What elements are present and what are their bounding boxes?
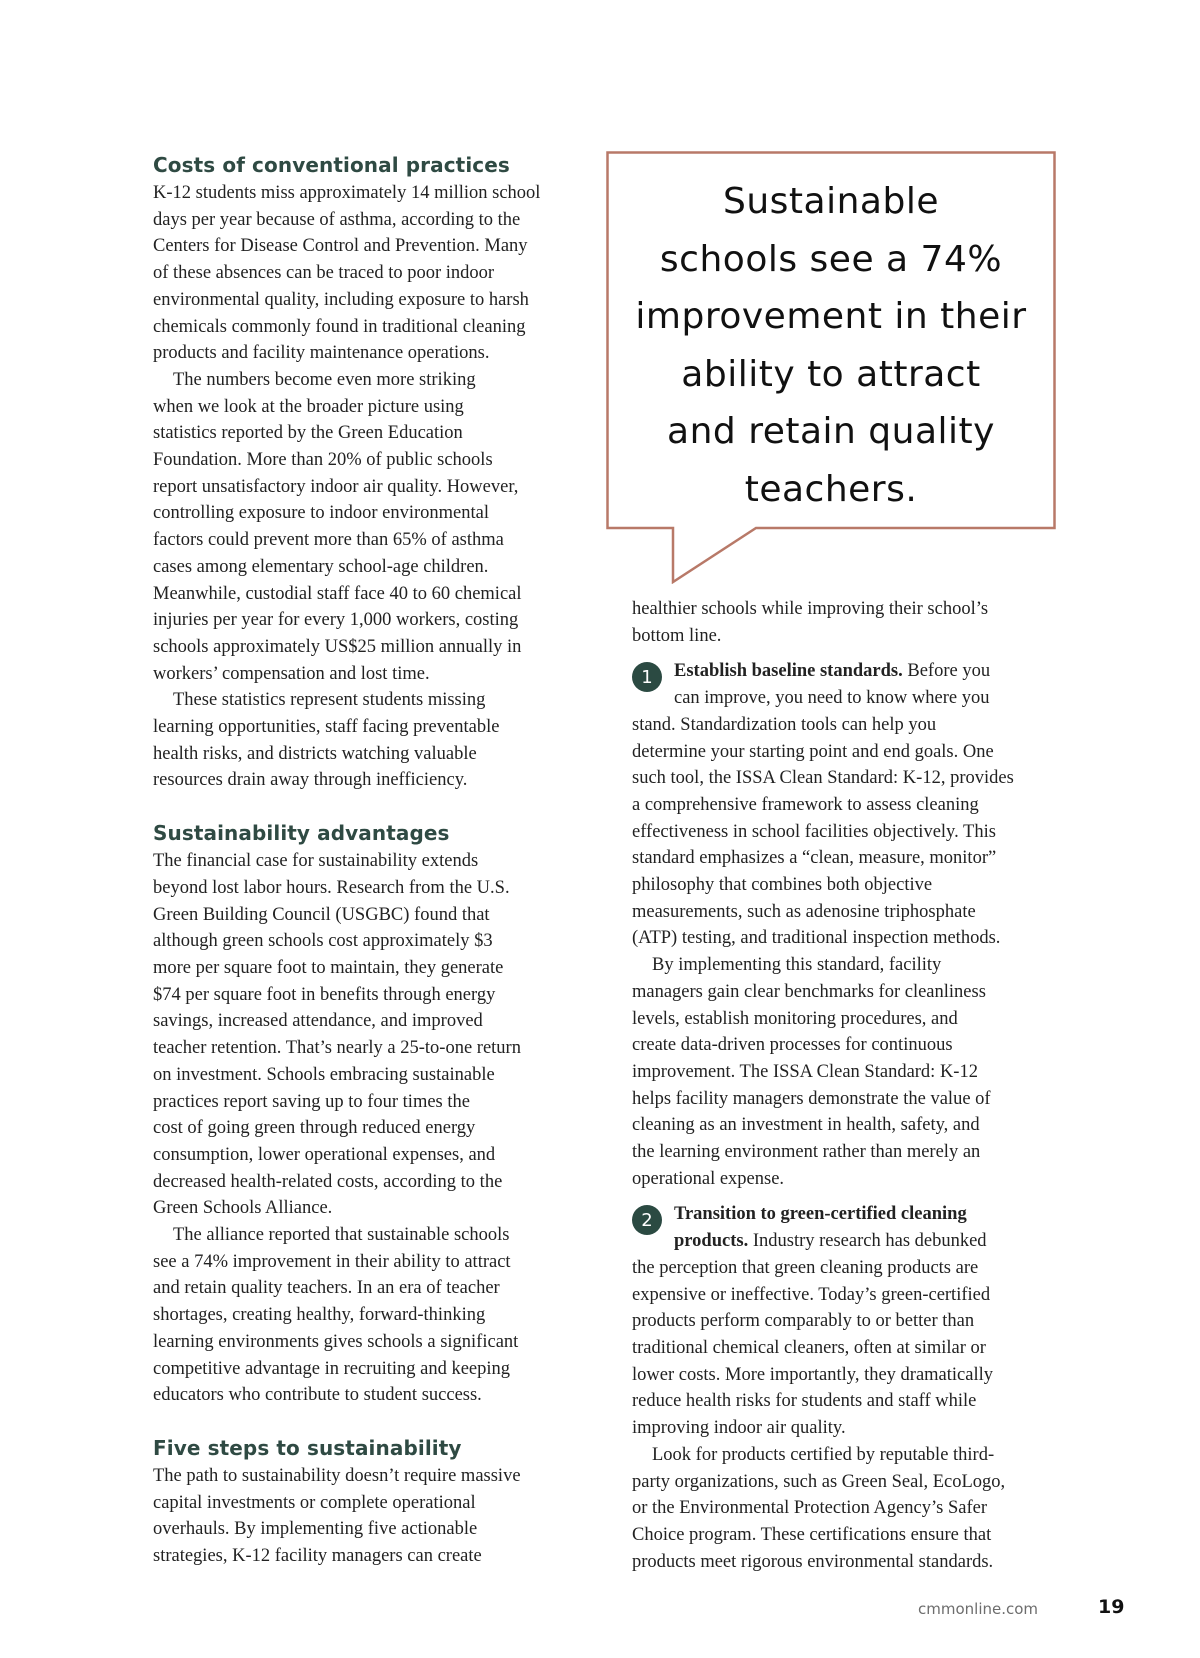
text-line: Green Schools Alliance. xyxy=(153,1198,333,1219)
text-line: the learning environment rather than merely an xyxy=(632,1142,981,1163)
text-line: teacher retention. That’s nearly a 25-to-one return xyxy=(153,1038,521,1059)
text-span: Before you xyxy=(902,661,991,682)
text-line: The path to sustainability doesn’t require massive xyxy=(153,1465,521,1486)
text-line: improvement. The ISSA Clean Standard: K-12 xyxy=(632,1061,978,1082)
section-heading-costs: Costs of conventional practices xyxy=(153,153,510,177)
text-line: bottom line. xyxy=(632,625,722,646)
text-line xyxy=(632,1228,1062,1255)
text-line: standard emphasizes a “clean, measure, monitor” xyxy=(632,848,997,869)
text-line: report unsatisfactory indoor air quality. However, xyxy=(153,476,519,497)
text-line: resources drain away through inefficiency. xyxy=(153,770,468,791)
text-line: determine your starting point and end goals. One xyxy=(632,741,994,762)
text-line: or the Environmental Protection Agency’s Safer xyxy=(632,1498,988,1519)
text-line: factors could prevent more than 65% of asthma xyxy=(153,530,504,551)
text-line: controlling exposure to indoor environmental xyxy=(153,503,490,524)
text-line: practices report saving up to four times the xyxy=(153,1091,470,1112)
text-line: savings, increased attendance, and improved xyxy=(153,1011,483,1032)
text-line: K-12 students miss approximately 14 million school xyxy=(153,183,541,203)
section-body-costs xyxy=(153,180,573,794)
text-line: although green schools cost approximately $3 xyxy=(153,931,493,952)
text-line: lower costs. More importantly, they dramatically xyxy=(632,1364,993,1385)
text-line: products perform comparably to or better than xyxy=(632,1311,975,1332)
text-line: days per year because of asthma, according to the xyxy=(153,209,521,230)
pull-quote-line: and retain quality xyxy=(667,411,995,452)
text-line: environmental quality, including exposure to harsh xyxy=(153,289,529,310)
text-line: Foundation. More than 20% of public schools xyxy=(153,450,493,471)
text-line: a comprehensive framework to assess cleaning xyxy=(632,794,979,815)
text-line: traditional chemical cleaners, often at similar or xyxy=(632,1337,986,1358)
text-line: $74 per square foot in benefits through energy xyxy=(153,984,496,1005)
text-line: and retain quality teachers. In an era of teacher xyxy=(153,1278,500,1299)
text-line: shortages, creating healthy, forward-thinking xyxy=(153,1305,486,1326)
page-number: 19 xyxy=(1098,1596,1125,1618)
text-line: healthier schools while improving their school’s xyxy=(632,599,989,619)
text-line: managers gain clear benchmarks for cleanliness xyxy=(632,981,986,1002)
step-title: products. xyxy=(674,1231,749,1252)
text-line: on investment. Schools embracing sustainable xyxy=(153,1064,495,1085)
text-line: can improve, you need to know where you xyxy=(674,688,990,709)
text-line: The numbers become even more striking xyxy=(173,369,476,390)
step-number-badge: 2 xyxy=(632,1205,662,1235)
text-line: By implementing this standard, facility xyxy=(652,955,942,976)
section-body-five-steps xyxy=(153,1463,573,1570)
pull-quote-line: Sustainable xyxy=(723,181,939,222)
text-line: Green Building Council (USGBC) found that xyxy=(153,904,490,925)
text-line: decreased health-related costs, according to the xyxy=(153,1171,503,1192)
step-title: Transition to green-certified cleaning xyxy=(674,1204,967,1225)
pull-quote-line: ability to attract xyxy=(681,353,981,395)
pull-quote-text xyxy=(616,173,1046,518)
text-line: when we look at the broader picture using xyxy=(153,396,464,417)
section-heading-five-steps: Five steps to sustainability xyxy=(153,1435,462,1460)
text-line: expensive or ineffective. Today’s green-certified xyxy=(632,1284,991,1305)
text-line: schools approximately US$25 million annually in xyxy=(153,636,522,657)
text-line: products meet rigorous environmental standards. xyxy=(632,1551,994,1572)
pull-quote-callout xyxy=(606,151,1056,584)
text-line: stand. Standardization tools can help you xyxy=(632,714,937,735)
text-line: Meanwhile, custodial staff face 40 to 60 chemical xyxy=(153,583,522,604)
text-line: strategies, K-12 facility managers can create xyxy=(153,1546,482,1567)
text-line: create data-driven processes for continuous xyxy=(632,1035,953,1056)
text-line: chemicals commonly found in traditional cleaning xyxy=(153,316,526,337)
text-line: Centers for Disease Control and Prevention. Many xyxy=(153,236,528,257)
text-line: reduce health risks for students and staff while xyxy=(632,1391,977,1412)
text-line: Look for products certified by reputable third- xyxy=(652,1444,995,1465)
pull-quote-line: schools see a 74% xyxy=(659,238,1003,280)
text-line: improving indoor air quality. xyxy=(632,1418,846,1439)
text-line: Choice program. These certifications ensure that xyxy=(632,1524,992,1545)
text-line: overhauls. By implementing five actionable xyxy=(153,1519,478,1540)
text-span: Industry research has debunked xyxy=(748,1231,987,1252)
text-line: operational expense. xyxy=(632,1168,785,1189)
pull-quote-line: improvement in their xyxy=(635,296,1027,337)
text-line xyxy=(632,658,1062,685)
text-line: These statistics represent students missing xyxy=(173,690,486,711)
text-line: The alliance reported that sustainable schools xyxy=(173,1225,510,1246)
text-line: measurements, such as adenosine triphosphate xyxy=(632,901,976,922)
text-line: of these absences can be traced to poor indoor xyxy=(153,263,495,284)
section-body-advantages xyxy=(153,848,573,1409)
text-line: philosophy that combines both objective xyxy=(632,875,933,896)
text-line: cost of going green through reduced energy xyxy=(153,1118,476,1139)
pull-quote-line: teachers. xyxy=(744,468,918,510)
text-line: injuries per year for every 1,000 workers, costing xyxy=(153,610,519,631)
text-line: beyond lost labor hours. Research from the U.S. xyxy=(153,877,510,898)
section-heading-advantages: Sustainability advantages xyxy=(153,821,450,846)
text-line: cleaning as an investment in health, safety, and xyxy=(632,1115,980,1136)
step-number-badge: 1 xyxy=(632,662,662,692)
text-line: consumption, lower operational expenses, and xyxy=(153,1144,496,1165)
step-2 xyxy=(632,1201,1062,1575)
text-line: effectiveness in school facilities objectively. This xyxy=(632,821,996,842)
text-line: workers’ compensation and lost time. xyxy=(153,663,430,684)
text-line: levels, establish monitoring procedures, and xyxy=(632,1008,958,1029)
footer-site-url: cmmonline.com xyxy=(918,1600,1039,1618)
text-line: party organizations, such as Green Seal, EcoLogo, xyxy=(632,1471,1006,1492)
text-line: competitive advantage in recruiting and keeping xyxy=(153,1358,511,1379)
text-line: more per square foot to maintain, they generate xyxy=(153,957,504,978)
text-line: (ATP) testing, and traditional inspection methods. xyxy=(632,928,1001,949)
text-line: the perception that green cleaning products are xyxy=(632,1257,979,1278)
text-line: see a 74% improvement in their ability to attract xyxy=(153,1251,511,1272)
step-1 xyxy=(632,658,1062,1192)
text-line: health risks, and districts watching valuable xyxy=(153,743,477,764)
text-line: educators who contribute to student success. xyxy=(153,1385,482,1406)
text-line: cases among elementary school-age children. xyxy=(153,556,489,577)
text-line: products and facility maintenance operations. xyxy=(153,343,490,364)
text-line: learning environments gives schools a significant xyxy=(153,1331,519,1352)
left-column xyxy=(153,150,573,1570)
step-title: Establish baseline standards. xyxy=(674,661,903,682)
right-column xyxy=(632,596,1062,1575)
text-line: statistics reported by the Green Education xyxy=(153,423,463,444)
text-line: learning opportunities, staff facing preventable xyxy=(153,717,500,738)
text-line: capital investments or complete operational xyxy=(153,1492,476,1513)
text-line: such tool, the ISSA Clean Standard: K-12, provides xyxy=(632,768,1014,789)
text-line: The financial case for sustainability extends xyxy=(153,851,479,872)
text-line: helps facility managers demonstrate the value of xyxy=(632,1088,991,1109)
